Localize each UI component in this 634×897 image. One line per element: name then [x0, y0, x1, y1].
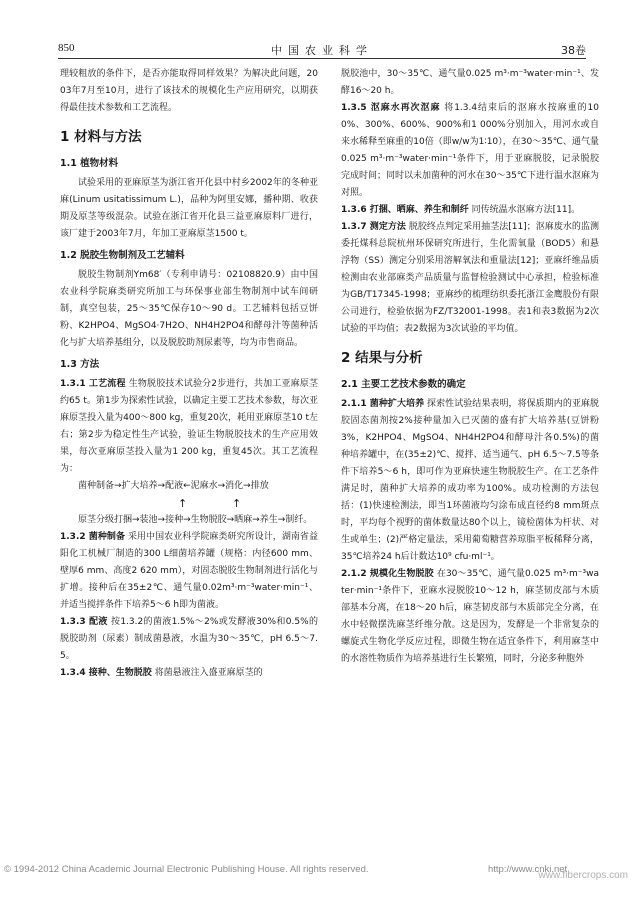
culture-expansion-paragraph: [341, 396, 599, 566]
retting-water-text: 将1.3.4结束后的沤麻水按麻重的100%、300%、600%、900%和1 000%分别加入，用河水或自来水稀释至麻重的10倍（即w/w为1∶10），在30～35℃、通气量0.025 m³·m⁻³water·min⁻¹条件下，用于亚麻脱胶，记录脱胶完成时间；同时以未加菌种的河水在30～35℃下进行温水沤麻为对照。: [341, 103, 600, 198]
inoculation-continued: 脱胶池中，30～35℃、通气量0.025 m³·m⁻³water·min⁻¹、发酵16～20 h。: [341, 69, 599, 96]
inoculation-text: 将菌悬液注入盛亚麻原茎的: [154, 668, 263, 678]
intro-paragraph: 理较粗放的条件下，是否亦能取得同样效果？为解决此问题，2003年7月至10月，进行了该技术的规模化生产应用研究，以期获得最佳技术参数和工艺流程。: [60, 69, 318, 113]
volume-label: 38卷: [561, 44, 586, 57]
retting-water-heading: 1.3.5 沤麻水再次沤麻: [341, 103, 441, 113]
retting-water-paragraph: [341, 100, 599, 202]
flow-line-2: 原茎分级打捆→装池→接种→生物脱胶→晒麻→养生→制纤。: [78, 515, 313, 525]
bundling-text: 同传统温水沤麻方法[11]。: [471, 205, 581, 215]
watermark: www.fibercrops.com: [538, 870, 628, 881]
bundling-paragraph: [341, 202, 599, 219]
biological-agent-paragraph: 脱胶生物制剂Ym68′（专利申请号：02108820.9）由中国农业科学院麻类研究所加工与环保事业部生物制剂中试车间研制，真空包装，25～35℃保存10～90 d。工艺辅料包括豆饼粉、K2HPO4、MgSO4·7H2O、NH4H2PO4和酵母汁等菌种活化与扩大培养基组分，以及脱胶助剂尿素等，均为市售商品。: [60, 270, 318, 348]
culture-expansion-text: 探索性试验结果表明，将保质期内的亚麻脱胶固态菌剂按2%接种量加入已灭菌的盛有扩大培养基(豆饼粉3%，K2HPO4、MgSO4、NH4H2PO4和酵母汁各0.5%)的菌种培养罐中，在(35±2)℃、搅拌、适当通气、pH 6.5～7.5等条件下培养5～6 h，即可作为亚麻快速生物脱胶生产。在工艺条件满足时，菌种扩大培养的成功率为100%。成功检测的方法包括：(1)快速检测法，即当1环菌液均匀涂布成直径约8 mm斑点时，平均每个视野的菌体数量达80个以上，镜检菌体为杆状、对生或单生；(2)严格定量法，采用葡萄糖营养琼脂平板稀释分离，35℃培养24 h后计数达10⁹ cfu·ml⁻¹。: [341, 399, 599, 562]
flow-connector-arrows: [60, 495, 318, 512]
left-column: [60, 66, 318, 682]
measurement-paragraph: [341, 219, 599, 338]
process-flow-diagram: [60, 478, 318, 529]
inoculation-paragraph: [60, 665, 318, 682]
copyright-notice: © 1994-2012 China Academic Journal Electronic Publishing House. All rights reserved.: [4, 864, 369, 875]
page-number: 850: [58, 42, 75, 54]
journal-title: 中国农业科学: [271, 44, 373, 57]
up-arrow-icon: ↑: [178, 497, 188, 510]
culture-expansion-heading: 2.1.1 菌种扩大培养: [341, 399, 425, 409]
strain-prep-paragraph: [60, 529, 318, 614]
subsection-heading-plant-material: 1.1 植物材料: [60, 158, 119, 169]
scale-degumming-paragraph: [341, 566, 599, 668]
running-header: [58, 40, 586, 59]
subsection-heading-biological-agent: 1.2 脱胶生物制剂及工艺辅料: [60, 250, 185, 261]
solution-prep-heading: 1.3.3 配液: [60, 617, 108, 627]
subsection-heading-parameters: 2.1 主要工艺技术参数的确定: [341, 379, 466, 390]
up-arrow-icon: ↑: [232, 497, 242, 510]
solution-prep-text: 按1.3.2的菌液1.5%～2%或发酵液30%和0.5%的脱胶助剂（尿素）制成菌悬液，水温为30～35℃，pH 6.5～7.5。: [60, 617, 318, 661]
scale-degumming-text: 在30～35℃、通气量0.025 m³·m⁻³water·min⁻¹条件下，亚麻水浸脱胶10～12 h，麻茎韧皮部与木质部基本分离，在18～20 h后，麻茎韧皮部与木质部完全分离，在水中轻微摆洗麻茎纤维分散。这是因为，发酵是一个非常复杂的螺旋式生物化学反应过程，即微生物在适宜条件下，利用麻茎中的水溶性物质作为培养基进行生长繁殖，同时，分泌多种胞外: [341, 569, 599, 664]
scale-degumming-heading: 2.1.2 规模化生物脱胶: [341, 569, 434, 579]
subsection-heading-methods: 1.3 方法: [60, 359, 100, 370]
plant-material-paragraph: 试验采用的亚麻原茎为浙江省开化县中村乡2002年的冬种亚麻(Linum usitatissimum L.)，品种为阿里安娜，播种期、收获期及原茎等级混杂。试验在浙江省开化县三益亚麻原料厂进行，该厂建于2003年7月，年加工亚麻原茎1500 t。: [60, 178, 318, 239]
flow-line-1: 菌种制备→扩大培养→配液←泥麻水→消化→排放: [78, 481, 269, 491]
process-flow-text: 生物脱胶技术试验分2步进行，共加工亚麻原茎约65 t。第1步为探索性试验，以确定主要工艺技术参数，每次亚麻原茎投入量为400～800 kg，重复20次，耗用亚麻原茎10 t左右；第2步为稳定性生产试验，验证生物脱胶技术的生产应用效果，每次亚麻原茎投入量为1 200 kg，重复45次。其工艺流程为：: [60, 379, 318, 474]
measurement-text: 脱胶终点判定采用抽茎法[11]；沤麻废水的监测委托煤科总院杭州环保研究所进行，生化需氧量（BOD5）和悬浮物（SS）测定分别采用溶解氧法和重量法[12]；亚麻纤维品质检测由农业部麻类产品质量与监督检验测试中心承担，检验标准为GB/T17345-1998；亚麻纱的梳理纺织委托浙江金鹰股份有限公司进行，检验依据为FZ/T32001-1998。表1和表3数据为2次试验的平均值；表2数据为3次试验的平均值。: [341, 222, 599, 334]
process-flow-heading: 1.3.1 工艺流程: [60, 379, 126, 389]
site-link[interactable]: http://www.cnki.net: [488, 864, 568, 875]
process-flow-paragraph: [60, 376, 318, 478]
measurement-heading: 1.3.7 测定方法: [341, 222, 406, 232]
strain-prep-text: 采用中国农业科学院麻类研究所设计，湖南省益阳化工机械厂制造的300 L细菌培养罐（规格：内径600 mm、壁厚6 mm、高度2 620 mm），对固态脱胶生物制剂进行活化与扩增。接种后在35±2℃、通气量0.02m³·m⁻³water·min⁻¹、并适当搅拌条件下培养5～6 h即为菌液。: [60, 532, 318, 610]
solution-prep-paragraph: [60, 614, 318, 665]
right-column: [341, 66, 599, 668]
bundling-heading: 1.3.6 打捆、晒麻、养生和制纤: [341, 205, 469, 215]
inoculation-heading: 1.3.4 接种、生物脱胶: [60, 668, 152, 678]
section-heading-materials-methods: 1 材料与方法: [60, 129, 142, 145]
strain-prep-heading: 1.3.2 菌种制备: [60, 532, 126, 542]
section-heading-results: 2 结果与分析: [341, 350, 423, 366]
